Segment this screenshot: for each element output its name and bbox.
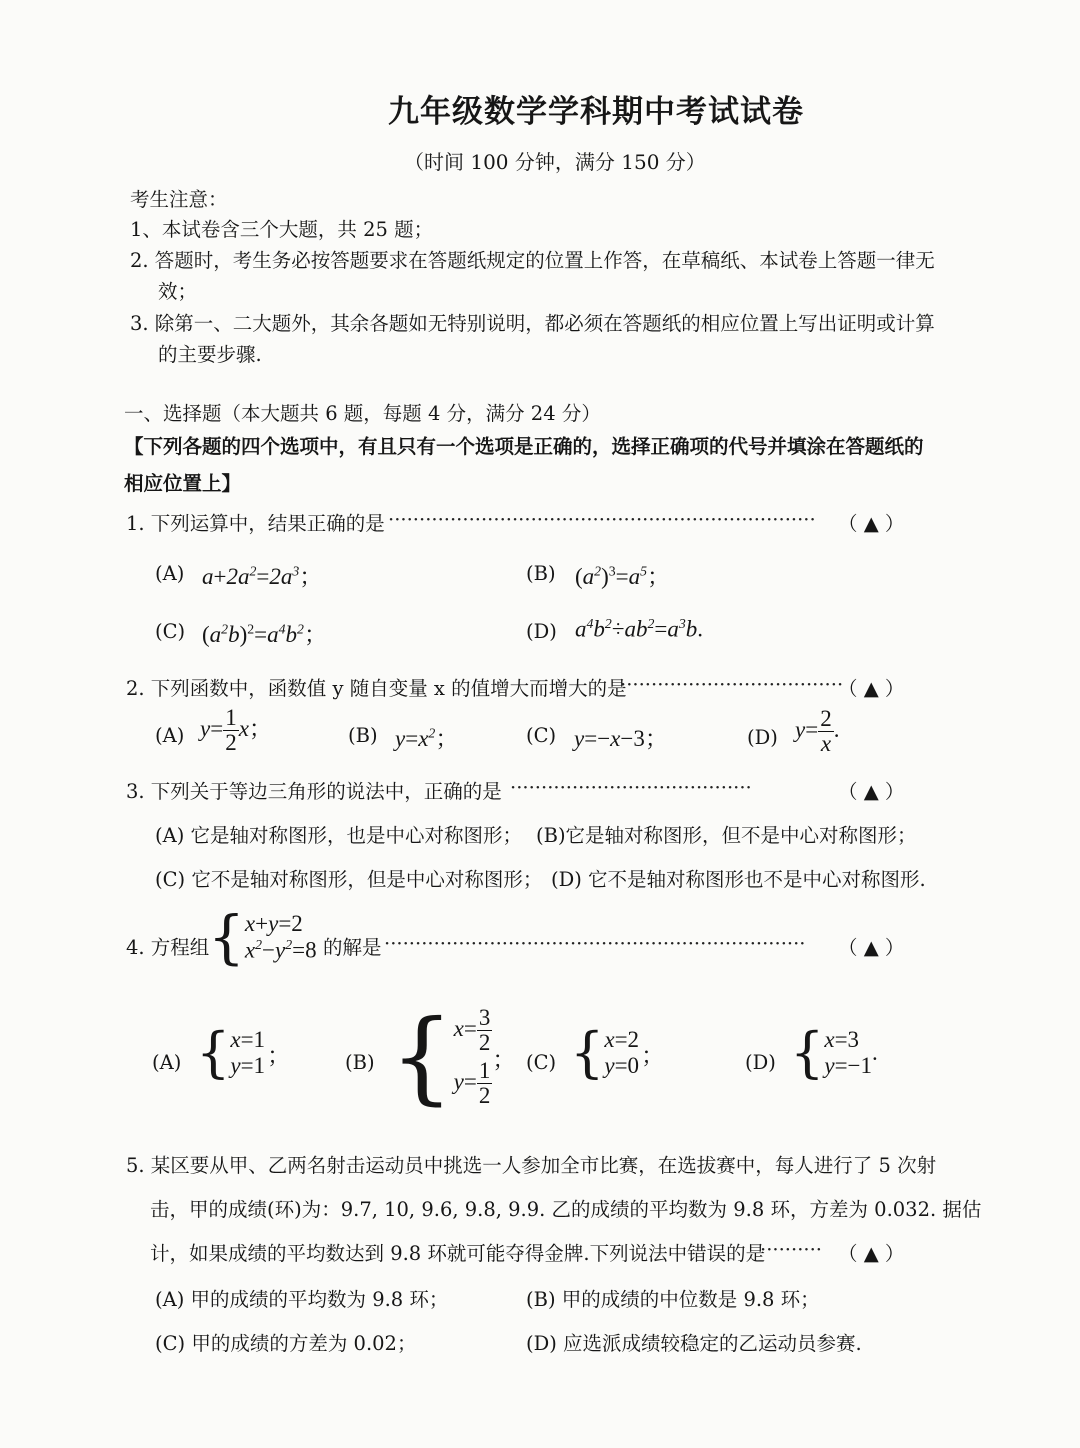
option-label: (D) bbox=[526, 620, 557, 643]
question-3-stem: 3. 下列关于等边三角形的说法中，正确的是 bbox=[126, 780, 502, 803]
option-label: (B) bbox=[345, 1051, 375, 1074]
option-label: (B) bbox=[348, 724, 378, 747]
option-text: (A) 它是轴对称图形，也是中心对称图形； bbox=[155, 824, 522, 847]
formula: $a+2a^2=2a^3$； bbox=[202, 563, 323, 589]
option-label: (C) bbox=[526, 1051, 557, 1074]
formula: $a^4b^2\div ab^2=a^3b$. bbox=[575, 616, 703, 642]
leader-dots: ·········· bbox=[760, 1238, 822, 1261]
option-label: (C) bbox=[155, 620, 186, 643]
exam-subtitle: （时间 100 分钟，满分 150 分） bbox=[404, 150, 706, 174]
leader-dots: ···································································· bbox=[384, 932, 806, 955]
option-text: (C) 甲的成绩的方差为 0.02； bbox=[155, 1332, 417, 1355]
formula: y=−x−3； bbox=[574, 726, 668, 751]
option-text: (C) 它不是轴对称图形，但是中心对称图形； bbox=[155, 868, 543, 891]
question-5-line-2: 击，甲的成绩(环)为：9.7, 10, 9.6, 9.8, 9.9. 乙的成绩的平均数为 9.8 环，方差为 0.032. 据估 bbox=[150, 1198, 982, 1221]
formula: { x=3 y=−1 . bbox=[790, 1021, 878, 1084]
section-instruction-cont: 相应位置上】 bbox=[124, 472, 242, 495]
notice-item-1: 1、本试卷含三个大题，共 25 题； bbox=[130, 218, 434, 241]
formula: { x= $\frac{3}{2}$ y= $\frac{1}{2}$ ； bbox=[390, 998, 516, 1116]
formula: $(a^2b)^2=a^4b^2$； bbox=[202, 621, 327, 647]
answer-mark: （ ▲ ） bbox=[838, 512, 905, 535]
section-instruction: 【下列各题的四个选项中，有且只有一个选项是正确的，选择正确项的代号并填涂在答题纸的 bbox=[124, 435, 924, 458]
option-label: (D) bbox=[745, 1051, 776, 1074]
option-label: (A) bbox=[152, 1051, 182, 1074]
option-text: (D) 它不是轴对称图形也不是中心对称图形. bbox=[551, 868, 926, 891]
question-1-stem: 1. 下列运算中，结果正确的是 bbox=[126, 512, 385, 535]
question-4-stem-suffix: 的解是 bbox=[323, 936, 382, 959]
formula: y= $\frac{1}{2}$ x； bbox=[200, 705, 272, 756]
notice-item-3: 3. 除第一、二大题外，其余各题如无特别说明，都必须在答题纸的相应位置上写出证明或计算 bbox=[130, 312, 935, 335]
option-label: (B) bbox=[526, 562, 556, 585]
notice-item-3-cont: 的主要步骤. bbox=[158, 343, 262, 366]
option-label: (A) bbox=[155, 724, 185, 747]
answer-mark: （ ▲ ） bbox=[838, 1242, 905, 1265]
question-2-stem: 2. 下列函数中，函数值 y 随自变量 x 的值增大而增大的是 bbox=[126, 677, 627, 700]
answer-mark: （ ▲ ） bbox=[838, 936, 905, 959]
formula: { x=2 y=0 ； bbox=[570, 1021, 665, 1084]
formula: $y=x^2$； bbox=[395, 725, 459, 751]
option-text: (A) 甲的成绩的平均数为 9.8 环； bbox=[155, 1288, 449, 1311]
formula: { x=1 y=1 ； bbox=[196, 1021, 291, 1084]
option-label: (A) bbox=[155, 562, 185, 585]
option-label: (C) bbox=[526, 724, 557, 747]
formula: y= $\frac{2}{x}$ . bbox=[795, 706, 840, 757]
question-4-stem-prefix: 4. 方程组 bbox=[126, 936, 210, 959]
section-heading: 一、选择题（本大题共 6 题，每题 4 分，满分 24 分） bbox=[124, 402, 601, 425]
page-title: 九年级数学学科期中考试试卷 bbox=[388, 94, 804, 130]
notice-item-2: 2. 答题时，考生务必按答题要求在答题纸规定的位置上作答，在草稿纸、本试卷上答题一律无 bbox=[130, 249, 935, 272]
equation-system: { x+y=2 $x^2-y^2=8$ bbox=[208, 903, 317, 971]
answer-mark: （ ▲ ） bbox=[838, 677, 905, 700]
leader-dots: ····································································· bbox=[388, 508, 816, 531]
formula: $(a^2)^3=a^5$； bbox=[575, 563, 671, 589]
leader-dots: ···································· bbox=[620, 673, 844, 696]
option-text: (B) 甲的成绩的中位数是 9.8 环； bbox=[526, 1288, 820, 1311]
option-text: (B)它是轴对称图形，但不是中心对称图形； bbox=[536, 824, 917, 847]
question-5-line-1: 5. 某区要从甲、乙两名射击运动员中挑选一人参加全市比赛，在选拔赛中，每人进行了 5 次射 bbox=[126, 1154, 937, 1177]
leader-dots: ······································· bbox=[510, 776, 752, 799]
notice-heading: 考生注意： bbox=[130, 188, 228, 211]
option-label: (D) bbox=[747, 726, 778, 749]
answer-mark: （ ▲ ） bbox=[838, 780, 905, 803]
question-5-line-3: 计，如果成绩的平均数达到 9.8 环就可能夺得金牌.下列说法中错误的是 bbox=[150, 1242, 766, 1265]
notice-item-2-cont: 效； bbox=[158, 280, 198, 303]
option-text: (D) 应选派成绩较稳定的乙运动员参赛. bbox=[526, 1332, 862, 1355]
